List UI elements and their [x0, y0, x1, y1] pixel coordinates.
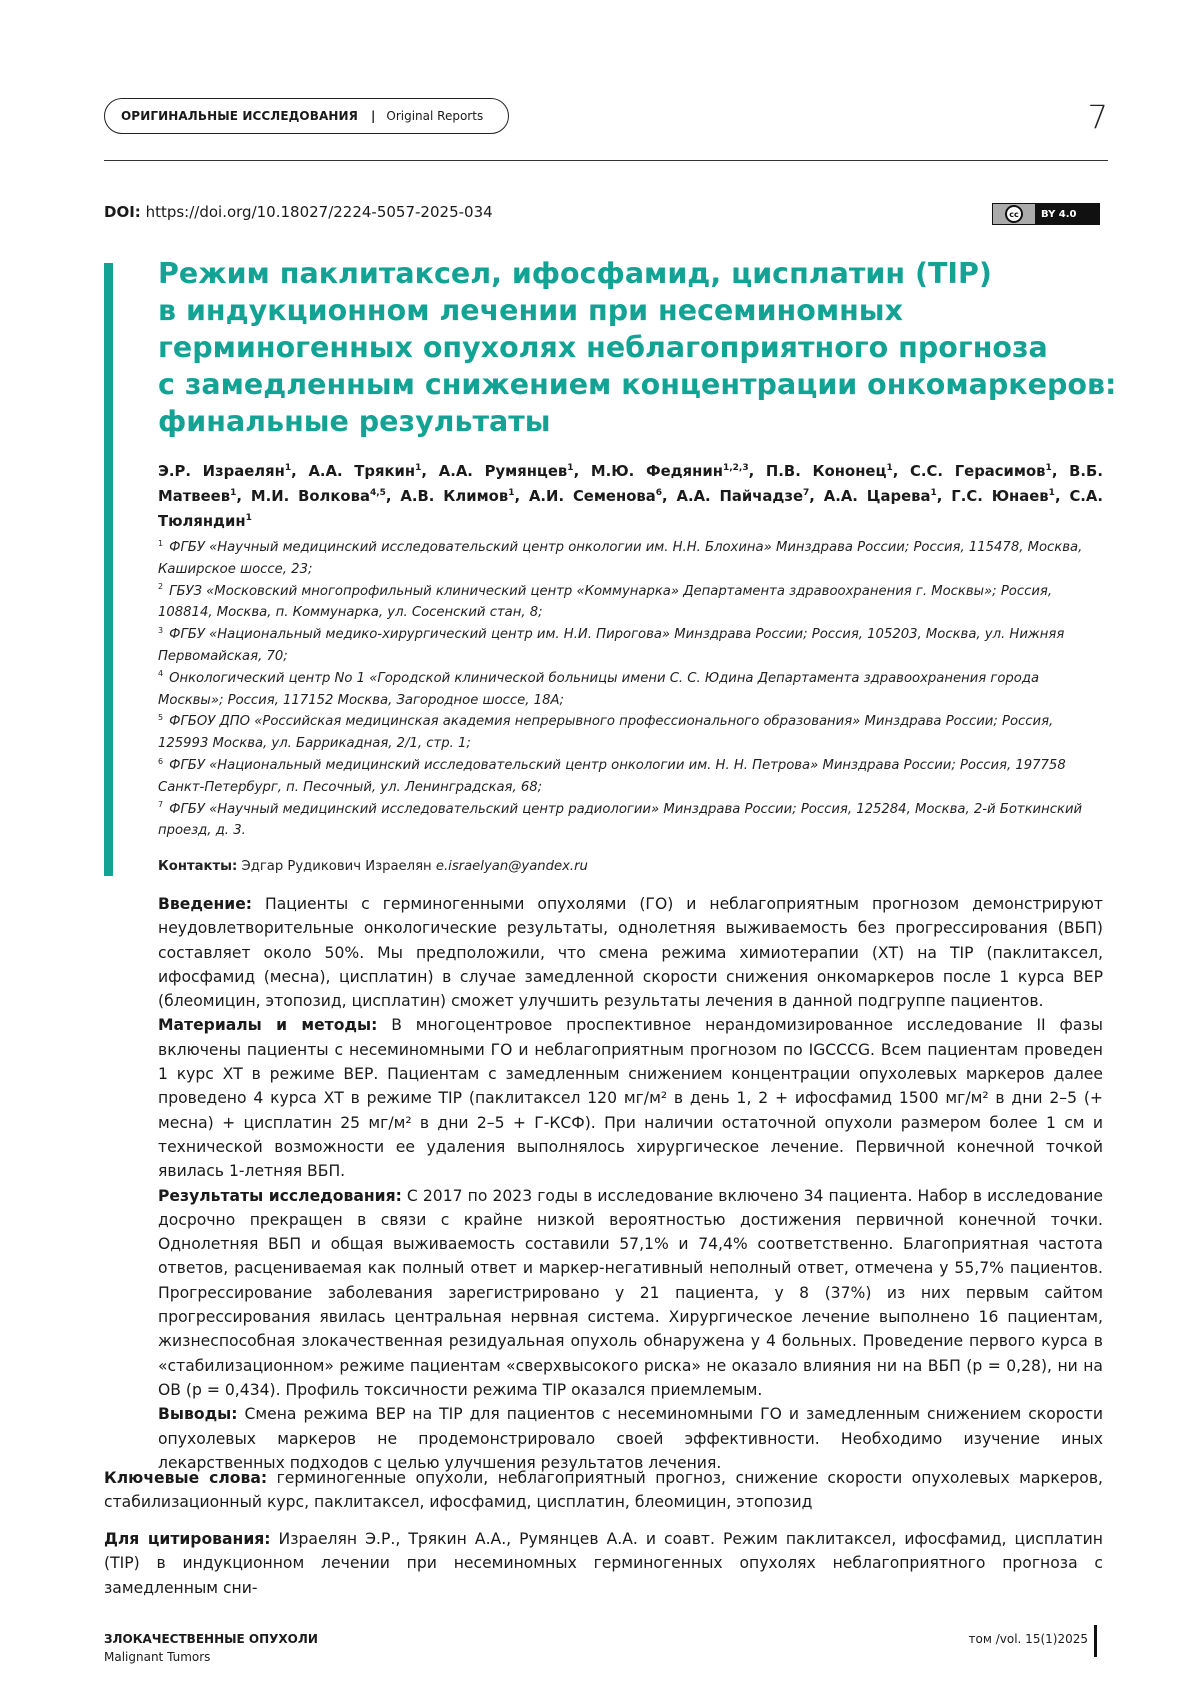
title-line: герминогенных опухолях неблагоприятного прогноза	[158, 331, 1048, 364]
author	[910, 463, 1052, 480]
author-affiliation-ref: 1	[230, 488, 237, 499]
author-name: А.А. Трякин	[308, 463, 416, 480]
affiliation-text: ФГБУ «Научный медицинский исследовательский центр онкологии им. Н.Н. Блохина» Минздрава России; Россия, 115478, Москва, Каширское шоссе, 23;	[158, 540, 1083, 577]
author	[308, 463, 421, 480]
abstract-section-label: Введение:	[158, 895, 253, 913]
author	[591, 463, 749, 480]
abstract-section-text: С 2017 по 2023 годы в исследование включено 34 пациента. Набор в исследование досрочно прекращен в связи с крайне низкой вероятностью достижения первичной конечной точки. Однолетняя ВБП и общая выживаемость составили 57,1% и 74,4% соответственно. Благоприятная частота ответов, расцениваемая как полный ответ и маркер-негативный неполный ответ, отмечена у 55,7% пациентов. Прогрессирование заболевания зарегистрировано у 21 пациента, у 8 (37%) из них первым сайтом прогрессирования явилась центральная нервная система. Хирургическое лечение выполнено 16 пациентам, жизнеспособная злокачественная резидуальная опухоль обнаружена у 4 больных. Проведение первого курса в «стабилизационном» режиме пациентам «сверхвысокого риска» не оказало влияния ни на ВБП (p = 0,28), ни на ОВ (p = 0,434). Профиль токсичности режима TIP оказался приемлемым.	[158, 1186, 1103, 1399]
author-name: П.В. Кононец	[765, 463, 887, 480]
author-name: А.А. Царева	[823, 488, 931, 505]
abstract-section-label: Материалы и методы:	[158, 1016, 378, 1035]
affiliation-item	[158, 581, 1103, 625]
abstract-conclusions	[158, 1402, 1103, 1475]
author-name: А.В. Климов	[400, 488, 509, 505]
abstract-results	[158, 1184, 1103, 1403]
author-name: В.Б. Матвеев	[158, 463, 1103, 505]
contact-email[interactable]: e.israelyan@yandex.ru	[435, 859, 588, 874]
affiliation-item	[158, 668, 1103, 712]
author	[400, 488, 514, 505]
citation	[104, 1527, 1103, 1600]
author	[529, 488, 662, 505]
page-number: 7	[1087, 98, 1108, 136]
affiliation-item	[158, 711, 1103, 755]
author-name: А.И. Семенова	[528, 488, 656, 505]
affiliation-item	[158, 537, 1103, 581]
author-affiliation-ref: 1,2,3	[722, 463, 749, 474]
affiliation-number: 6	[158, 756, 164, 766]
author	[251, 488, 386, 505]
footer-journal	[104, 1630, 318, 1666]
keywords-text: герминогенные опухоли, неблагоприятный прогноз, снижение скорости опухолевых маркеров, стабилизационный курс, паклитаксел, ифосфамид, цисплатин, блеомицин, этопозид	[104, 1469, 1103, 1512]
doi-line	[104, 203, 493, 221]
citation-label: Для цитирования:	[104, 1530, 271, 1548]
affiliation-text: Онкологический центр No 1 «Городской клинической больницы имени С. С. Юдина Департамента здравоохранения города Москвы»; Россия, 117152 Москва, Загородное шоссе, 18А;	[158, 670, 1040, 708]
affiliation-number: 4	[158, 669, 164, 679]
affiliation-number: 3	[158, 625, 164, 635]
journal-name-en: Malignant Tumors	[104, 1650, 211, 1664]
author-affiliation-ref: 4,5	[369, 488, 386, 499]
abstract-methods	[158, 1013, 1103, 1183]
affiliation-number: 5	[158, 712, 164, 722]
author	[677, 488, 810, 505]
affiliation-text: ФГБУ «Национальный медико-хирургический центр им. Н.И. Пирогова» Минздрава России; Россия, 105203, Москва, ул. Нижняя Первомайская, 70;	[158, 627, 1065, 664]
author-affiliation-ref: 1	[415, 463, 422, 474]
abstract-section-label: Выводы:	[158, 1405, 238, 1424]
author-name: С.С. Герасимов	[910, 463, 1046, 480]
affiliation-list	[158, 537, 1103, 842]
section-header-badge	[104, 98, 509, 134]
footer-accent-bar	[1094, 1625, 1097, 1657]
author-affiliation-ref: 1	[567, 463, 574, 474]
author-affiliation-ref: 7	[803, 488, 810, 499]
affiliation-item	[158, 755, 1103, 799]
keywords-label: Ключевые слова:	[104, 1469, 268, 1487]
author	[951, 488, 1055, 505]
doi-label: DOI:	[104, 203, 141, 221]
affiliation-number: 7	[158, 800, 164, 810]
author-name: Г.С. Юнаев	[951, 488, 1049, 505]
author	[766, 463, 893, 480]
section-separator: |	[371, 109, 376, 123]
affiliation-text: ГБУЗ «Московский многопрофильный клинический центр «Коммунарка» Департамента здравоохранения г. Москвы»; Россия, 108814, Москва, п. Коммунарка, ул. Сосенский стан, 8;	[158, 583, 1053, 621]
contacts-label: Контакты:	[158, 859, 238, 874]
title-line: финальные результаты	[158, 405, 551, 438]
affiliation-item	[158, 624, 1103, 668]
author-name: М.Ю. Федянин	[590, 463, 723, 480]
affiliation-number: 1	[158, 538, 164, 548]
affiliation-item	[158, 799, 1103, 843]
title-accent-bar	[104, 263, 113, 876]
author	[824, 488, 937, 505]
title-line: в индукционном лечении при несеминомных	[158, 294, 903, 327]
article-title	[158, 255, 1117, 440]
abstract-section-label: Результаты исследования:	[158, 1186, 402, 1205]
author-name: Э.Р. Израелян	[158, 463, 285, 480]
author-name: А.А. Пайчадзе	[676, 488, 803, 505]
keywords	[104, 1466, 1103, 1515]
journal-name-ru: ЗЛОКАЧЕСТВЕННЫЕ ОПУХОЛИ	[104, 1632, 318, 1646]
author-affiliation-ref: 1	[1045, 463, 1052, 474]
author	[439, 463, 574, 480]
author-affiliation-ref: 6	[655, 488, 662, 499]
affiliation-text: ФГБУ «Научный медицинский исследовательский центр радиологии» Минздрава России; Россия, 125284, Москва, 2-й Боткинский проезд, д. 3.	[158, 801, 1083, 839]
author	[158, 463, 291, 480]
affiliation-text: ФГБОУ ДПО «Российская медицинская академия непрерывного профессионального образования» Минздрава России; Россия, 125993 Москва, ул. Баррикадная, 2/1, стр. 1;	[158, 714, 1054, 752]
author-affiliation-ref: 1	[930, 488, 937, 499]
contact-name: Эдгар Рудикович Израелян	[241, 859, 432, 874]
header-divider	[104, 160, 1108, 161]
author-name: М.И. Волкова	[250, 488, 370, 505]
cc-license-badge[interactable]	[992, 203, 1100, 225]
contacts-line	[158, 859, 588, 874]
affiliation-number: 2	[158, 582, 164, 592]
abstract-introduction	[158, 892, 1103, 1013]
section-name-en: Original Reports	[386, 109, 484, 123]
affiliation-text: ФГБУ «Национальный медицинский исследовательский центр онкологии им. Н. Н. Петрова» Минздрава России; Россия, 197758 Санкт-Петербург, п. Песочный, ул. Ленинградская, 68;	[158, 757, 1066, 795]
author-affiliation-ref: 1	[886, 463, 893, 474]
author-name: А.А. Румянцев	[438, 463, 568, 480]
footer-volume: том /vol. 15(1)2025	[968, 1632, 1088, 1646]
doi-link[interactable]: https://doi.org/10.18027/2224-5057-2025-034	[145, 203, 493, 221]
author-affiliation-ref: 1	[245, 513, 252, 524]
license-type: BY 4.0	[1041, 208, 1077, 220]
author-affiliation-ref: 1	[508, 488, 515, 499]
abstract-section-text: В многоцентровое проспективное нерандомизированное исследование II фазы включены пациенты с несеминомными ГО и неблагоприятным прогнозом по IGCCCG. Всем пациентам проведен 1 курс ХТ в режиме ВЕР. Пациентам с замедленным снижением концентрации опухолевых маркеров далее проведено 4 курса ХТ в режиме TIP (паклитаксел 120 мг/м² в день 1, 2 + ифосфамид 1500 мг/м² в дни 2–5 (+ месна) + цисплатин 25 мг/м² в дни 2–5 + Г-КСФ). При наличии остаточной опухоли размером более 1 см и технической возможности ее удаления выполнялось хирургическое лечение. Первичной конечной точкой явилась 1-летняя ВБП.	[158, 1016, 1103, 1181]
citation-text: Израелян Э.Р., Трякин А.А., Румянцев А.А. и соавт. Режим паклитаксел, ифосфамид, цисплатин (TIP) в индукционном лечении при несеминомных герминогенных опухолях неблагоприятного прогноза с замедленным сни-	[104, 1530, 1103, 1597]
abstract	[158, 892, 1103, 1475]
author-affiliation-ref: 1	[1048, 488, 1055, 499]
author-name: С.А. Тюляндин	[158, 488, 1104, 530]
author-affiliation-ref: 1	[284, 463, 292, 474]
abstract-section-text: Смена режима ВЕР на TIP для пациентов с несеминомными ГО и замедленным снижением скорости опухолевых маркеров не продемонстрировало своей эффективности. Необходимо изучение иных лекарственных подходов с целью улучшения результатов лечения.	[158, 1405, 1103, 1472]
author-list: Э.Р. Израелян$^1$, А.А. Трякин$^1$, А.А. Румянцев$^1$, М.Ю. Федянин$^{1,2,3}$, П.В. Кононец$^1$, С.С. Герасимов$^1$, В.Б. Матвеев$^1$, М.И. Волкова$^{4,5}$, А.В. Климов$^1$, А.И. Семенова$^6$, А.А. Пайчадзе$^7$, А.А. Царева$^1$, Г.С. Юнаев$^1$, С.А. Тюляндин$^1$	[158, 463, 1104, 530]
abstract-section-text: Пациенты с герминогенными опухолями (ГО) и неблагоприятным прогнозом демонстрируют неудовлетворительные онкологические результаты, однолетняя выживаемость без прогрессирования (ВБП) составляет около 50%. Мы предположили, что смена режима химиотерапии (ХТ) на TIP (паклитаксел, ифосфамид (месна), цисплатин) в случае замедленной скорости снижения онкомаркеров после 1 курса ВЕР (блеомицин, этопозид, цисплатин) сможет улучшить результаты лечения в данной подгруппе пациентов.	[158, 895, 1103, 1011]
creative-commons-icon: cc	[1005, 205, 1023, 223]
title-line: Режим паклитаксел, ифосфамид, цисплатин (TIP)	[158, 257, 992, 290]
section-name-ru: ОРИГИНАЛЬНЫЕ ИССЛЕДОВАНИЯ	[121, 109, 358, 123]
title-line: с замедленным снижением концентрации онкомаркеров:	[158, 368, 1117, 401]
